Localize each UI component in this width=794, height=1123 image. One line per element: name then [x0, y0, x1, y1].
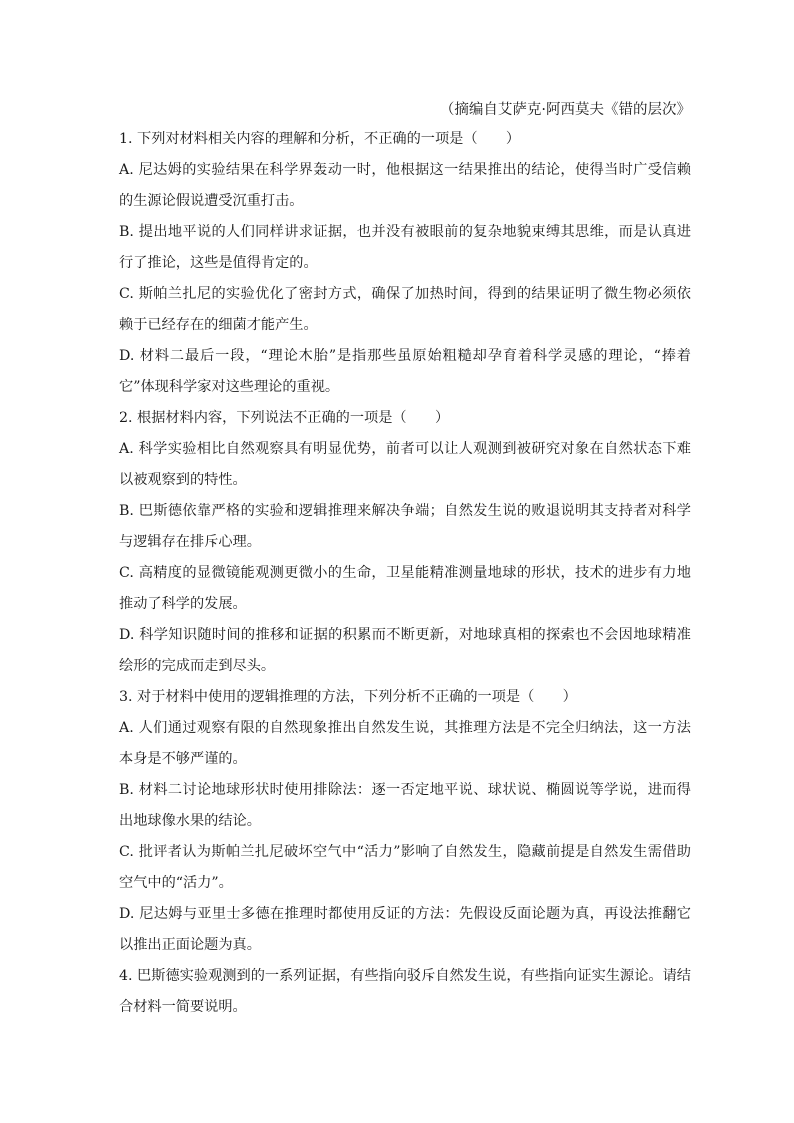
question-1-stem: 1. 下列对材料相关内容的理解和分析，不正确的一项是（ ）	[119, 131, 521, 147]
document-page	[119, 96, 691, 1023]
question-2-option-a: A. 科学实验相比自然观察具有明显优势，前者可以让人观测到被研究对象在自然状态下难以被观察到的特性。	[119, 441, 691, 488]
question-3-option-a: A. 人们通过观察有限的自然现象推出自然发生说，其推理方法是不完全归纳法，这一方法本身是不够严谨的。	[119, 720, 691, 767]
question-2-option-d: D. 科学知识随时间的推移和证据的积累而不断更新，对地球真相的探索也不会因地球精准绘形的完成而走到尽头。	[119, 627, 691, 674]
question-2-stem: 2. 根据材料内容，下列说法不正确的一项是（ ）	[119, 410, 450, 426]
question-2-option-c: C. 高精度的显微镜能观测更微小的生命，卫星能精准测量地球的形状，技术的进步有力地推动了科学的发展。	[119, 565, 691, 612]
question-3-option-d: D. 尼达姆与亚里士多德在推理时都使用反证的方法：先假设反面论题为真，再设法推翻它以推出正面论题为真。	[119, 906, 691, 953]
question-1-option-b: B. 提出地平说的人们同样讲求证据，也并没有被眼前的复杂地貌束缚其思维，而是认真进行了推论，这些是值得肯定的。	[119, 224, 691, 271]
question-3-stem: 3. 对于材料中使用的逻辑推理的方法，下列分析不正确的一项是（ ）	[119, 689, 577, 705]
source-citation: （摘编自艾萨克·阿西莫夫《错的层次》	[439, 102, 691, 118]
question-3-option-c: C. 批评者认为斯帕兰扎尼破坏空气中“活力”影响了自然发生，隐藏前提是自然发生需借助空气中的“活力”。	[119, 844, 691, 891]
question-1-option-a: A. 尼达姆的实验结果在科学界轰动一时，他根据这一结果推出的结论，使得当时广受信赖的生源论假说遭受沉重打击。	[119, 162, 691, 209]
question-list	[119, 124, 691, 1023]
question-1-option-d: D. 材料二最后一段，“理论木胎”是指那些虽原始粗糙却孕育着科学灵感的理论，“捧着它”体现科学家对这些理论的重视。	[119, 348, 691, 395]
question-2-option-b: B. 巴斯德依靠严格的实验和逻辑推理来解决争端；自然发生说的败退说明其支持者对科学与逻辑存在排斥心理。	[119, 503, 691, 550]
question-3-option-b: B. 材料二讨论地球形状时使用排除法：逐一否定地平说、球状说、椭圆说等学说，进而得出地球像水果的结论。	[119, 782, 691, 829]
question-1-option-c: C. 斯帕兰扎尼的实验优化了密封方式，确保了加热时间，得到的结果证明了微生物必须依赖于已经存在的细菌才能产生。	[119, 286, 691, 333]
question-4-stem: 4. 巴斯德实验观测到的一系列证据，有些指向驳斥自然发生说，有些指向证实生源论。请结合材料一简要说明。	[119, 968, 691, 1015]
